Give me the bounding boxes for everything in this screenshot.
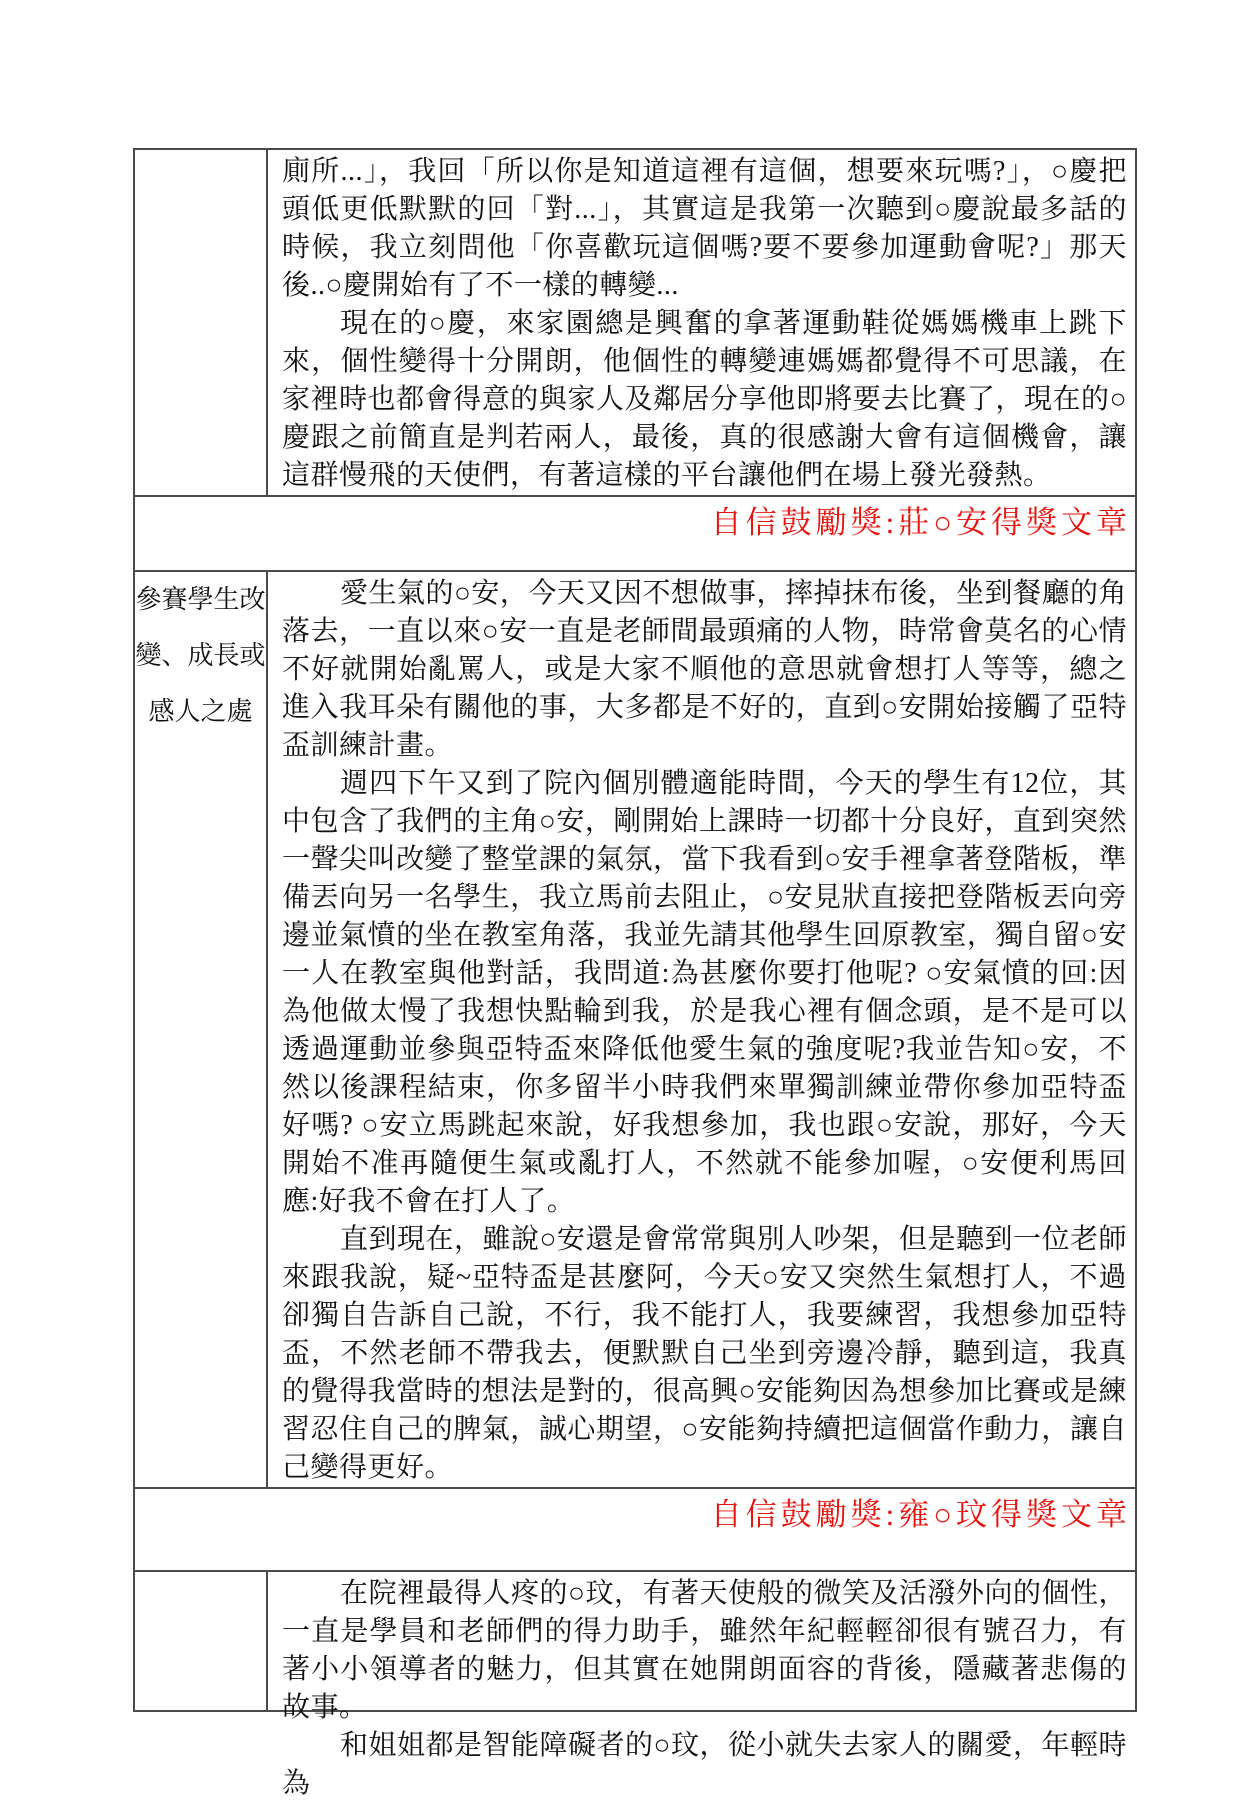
paragraph: 週四下午又到了院內個別體適能時間，今天的學生有12位，其中包含了我們的主角○安，剛開始上課時一切都十分良好，直到突然一聲尖叫改變了整堂課的氣氛，當下我看到○安手裡拿著登階板，準備丟向另一名學生，我立馬前去阻止，○安見狀直接把登階板丟向旁邊並氣憤的坐在教室角落，我並先請其他學生回原教室，獨自留○安一人在教室與他對話，我問道:為甚麼你要打他呢? ○安氣憤的回:因為他做太慢了我想快點輪到我，於是我心裡有個念頭，是不是可以透過運動並參與亞特盃來降低他愛生氣的強度呢?我並告知○安，不然以後課程結束，你多留半小時我們來單獨訓練並帶你參加亞特盃好嗎? ○安立馬跳起來說，好我想參加，我也跟○安說，那好，今天開始不准再隨便生氣或亂打人，不然就不能參加喔，○安便利馬回應:好我不會在打人了。: [282, 768, 1127, 1217]
paragraph: 廁所...」，我回「所以你是知道這裡有這個，想要來玩嗎?」，○慶把頭低更低默默的回「對...」，其實這是我第一次聽到○慶說最多話的時候，我立刻問他「你喜歡玩這個嗎?要不要參加運動會呢?」那天後..○慶開始有了不一樣的轉變...: [282, 156, 1127, 301]
paragraph: 現在的○慶，來家園總是興奮的拿著運動鞋從媽媽機車上跳下來，個性變得十分開朗，他個性的轉變連媽媽都覺得不可思議，在家裡時也都會得意的與家人及鄰居分享他即將要去比賽了，現在的○慶跟之前簡直是判若兩人，最後，真的很感謝大會有這個機會，讓這群慢飛的天使們，有著這樣的平台讓他們在場上發光發熱。: [282, 308, 1127, 491]
row-label-line: 變、成長或: [135, 641, 266, 670]
award-header-2: 自信鼓勵獎:雍○玟得獎文章: [710, 1497, 1131, 1532]
paragraph: 在院裡最得人疼的○玟，有著天使般的微笑及活潑外向的個性，一直是學員和老師們的得力助手，雖然年紀輕輕卻很有號召力，有著小小領導者的魅力，但其實在她開朗面容的背後，隱藏著悲傷的故事。: [282, 1578, 1127, 1723]
row-label: [134, 571, 267, 1488]
paragraph: 和姐姐都是智能障礙者的○玟，從小就失去家人的關愛，年輕時為: [282, 1730, 1127, 1799]
paragraph: 直到現在，雖說○安還是會常常與別人吵架，但是聽到一位老師來跟我說，疑~亞特盃是甚麼阿，今天○安又突然生氣想打人，不過卻獨自告訴自己說，不行，我不能打人，我要練習，我想參加亞特盃，不然老師不帶我去，便默默自己坐到旁邊冷靜，聽到這，我真的覺得我當時的想法是對的，很高興○安能夠因為想參加比賽或是練習忍住自己的脾氣，誠心期望，○安能夠持續把這個當作動力，讓自己變得更好。: [282, 1224, 1127, 1483]
paragraph: 愛生氣的○安，今天又因不想做事，摔掉抹布後，坐到餐廳的角落去，一直以來○安一直是老師間最頭痛的人物，時常會莫名的心情不好就開始亂罵人，或是大家不順他的意思就會想打人等等，總之進入我耳朵有關他的事，大多都是不好的，直到○安開始接觸了亞特盃訓練計畫。: [282, 578, 1127, 761]
row-label-line: 參賽學生改: [135, 585, 266, 614]
table-row: [134, 1571, 1136, 1711]
table-row: [134, 1488, 1136, 1571]
content-text-block: [282, 575, 1127, 1487]
content-text-block: [282, 153, 1127, 495]
award-header-cell: [134, 1488, 1136, 1571]
row-label-line: 感人之處: [148, 697, 253, 726]
content-cell: [267, 149, 1136, 496]
content-cell: [267, 1571, 1136, 1799]
table-row: [134, 496, 1136, 571]
content-cell: [267, 571, 1136, 1488]
award-header-cell: [134, 496, 1136, 571]
table-row: [134, 149, 1136, 496]
content-text-block: [282, 1575, 1127, 1799]
table-row: [134, 571, 1136, 1488]
row-label-empty: [134, 149, 267, 496]
award-document-table: [133, 148, 1137, 1799]
row-label-empty: [134, 1571, 267, 1711]
award-header-1: 自信鼓勵獎:莊○安得獎文章: [710, 505, 1131, 540]
